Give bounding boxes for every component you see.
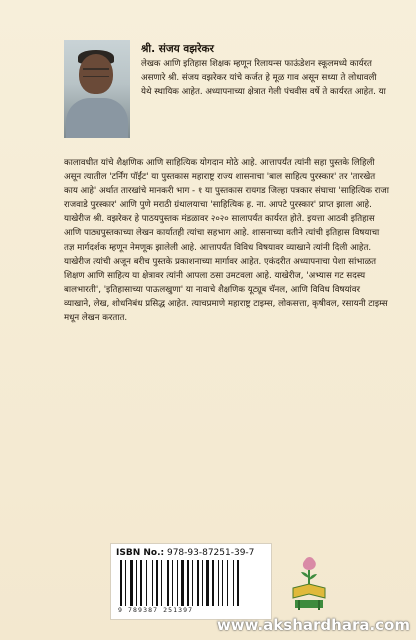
isbn-line	[116, 548, 254, 558]
author-photo	[64, 40, 130, 138]
isbn-number: 978-93-87251-39-7	[166, 548, 255, 558]
author-bio-paragraph: कालावधीत यांचे शैक्षणिक आणि साहित्यिक योगदान मोठे आहे. आत्तापर्यंत त्यांनी सहा पुस्तके लिहिली असून त्यातील 'टर्निंग पॉईंट' या पुस्तकास महाराष्ट्र राज्य शासनाचा 'बाल साहित्य पुरस्कार' तर 'तारखेत काय आहे' अर्थात तारखांचे मानकरी भाग - १ या पुस्तकास रायगड जिल्हा पत्रकार संघाचा 'साहित्यिक राजा राजवाडे पुरस्कार' आणि पुणे मराठी ग्रंथालयाचा 'साहित्यिक ह. ना. आपटे पुरस्कार' प्राप्त झाला आहे. याखेरीज श्री. वझरेकर हे पाठयपुस्तक मंडळावर २०२० सालापर्यंत कार्यरत होते. इयत्ता आठवी इतिहास आणि पाठ्यपुस्तकाच्या लेखन कार्यातही त्यांचा सहभाग आहे. शासनाच्या वतीने त्यांची इतिहास विषयाचा तज्ञ मार्गदर्शक म्हणून नेमणूक झालेली आहे. आत्तापर्यंत विविध विषयावर व्याखाने त्यांनी दिली आहेत. याखेरीज त्यांची अजून बरीच पुस्तके प्रकाशनाच्या मार्गावर आहेत. एकंदरीत अध्यापनाचा पेशा सांभाळत शिक्षण आणि साहित्य या क्षेत्रावर त्यांनी आपला ठसा उमटवला आहे. याखेरीज, 'अभ्यास गट सदस्य बालभारती', 'इतिहासाच्या पाऊलखुणा' या नावाचे शैक्षणिक यूट्यूब चॅनल, आणि विविध विषयांवर व्याखाने, लेख, शोधनिबंध प्रसिद्ध आहेत. त्याचप्रमाणे महाराष्ट्र टाइम्स, लोकसत्ता, कृषीवल, रसायनी टाइम्स मधून लेखन करतात.	[64, 158, 389, 324]
author-name: श्री. संजय वझरेकर	[141, 43, 214, 55]
barcode	[118, 560, 263, 606]
isbn-label: ISBN No.:	[116, 548, 165, 558]
barcode-digits: 9 789387 251397	[118, 606, 194, 614]
author-intro-paragraph: लेखक आणि इतिहास शिक्षक म्हणून रिलायन्स फाऊंडेशन स्कूलमध्ये कार्यरत असणारे श्री. संजय वझरेकर यांचे कर्जत हे मूळ गाव असून सध्या ते लोधावली येथे स्थायिक आहेत. अध्यापनाच्या क्षेत्रात गेली पंचवीस वर्षे ते कार्यरत आहेत. या	[141, 59, 386, 98]
watermark-text: www.akshardhara.com	[216, 616, 410, 634]
publisher-logo-icon	[287, 552, 332, 612]
